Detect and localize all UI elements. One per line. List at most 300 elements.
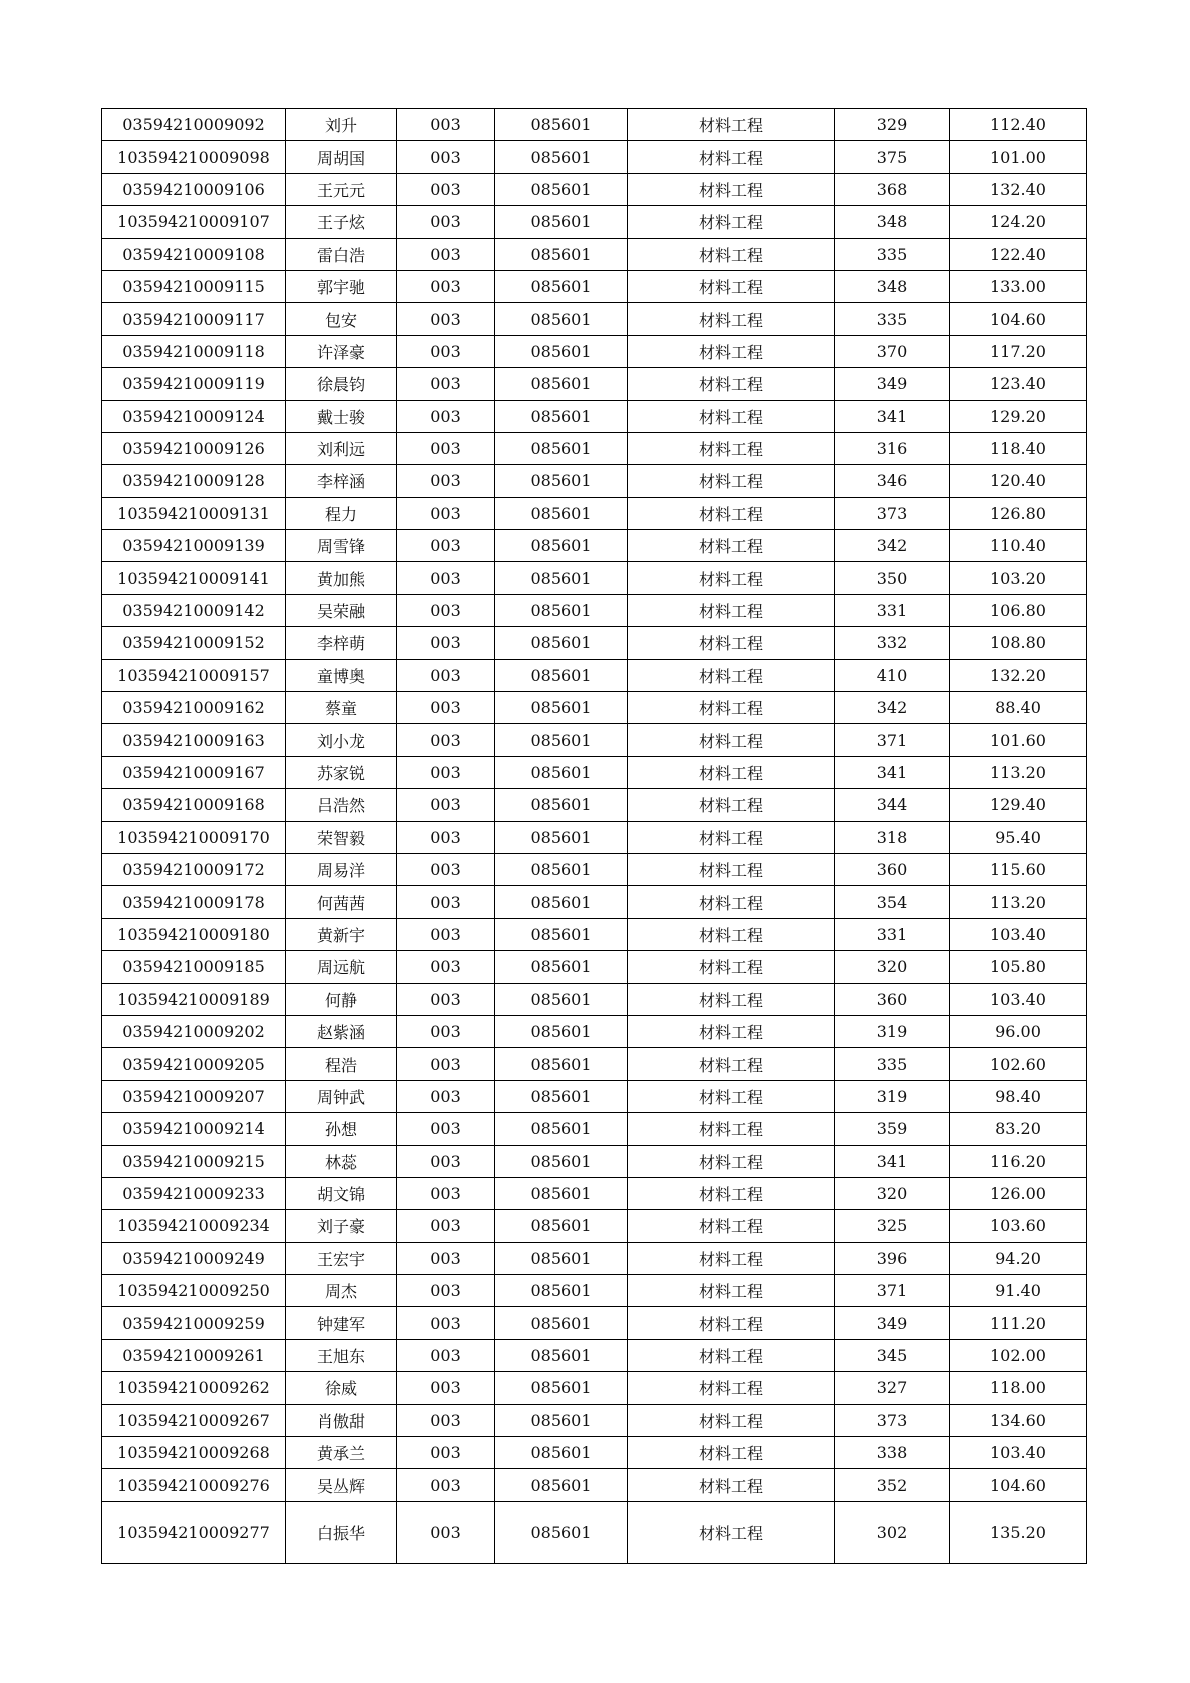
- second-score-cell: 103.20: [950, 562, 1087, 594]
- second-score-cell: 103.60: [950, 1210, 1087, 1242]
- major-name-cell: 材料工程: [628, 594, 835, 626]
- major-code-cell: 085601: [495, 432, 628, 464]
- unit-code-cell: 003: [397, 1469, 495, 1501]
- unit-code-cell: 003: [397, 692, 495, 724]
- table-row: [102, 983, 1087, 1015]
- candidate-name-cell: 吕浩然: [286, 789, 397, 821]
- major-name-cell: 材料工程: [628, 983, 835, 1015]
- candidate-id-cell: 103594210009107: [102, 206, 286, 238]
- second-score-cell: 112.40: [950, 109, 1087, 141]
- table-row: [102, 1469, 1087, 1501]
- candidate-name-cell: 周雪锋: [286, 530, 397, 562]
- second-score-cell: 110.40: [950, 530, 1087, 562]
- table-row: [102, 789, 1087, 821]
- second-score-cell: 88.40: [950, 692, 1087, 724]
- major-code-cell: 085601: [495, 983, 628, 1015]
- table-row: [102, 141, 1087, 173]
- candidate-name-cell: 孙想: [286, 1113, 397, 1145]
- candidate-id-cell: 103594210009189: [102, 983, 286, 1015]
- second-score-cell: 129.20: [950, 400, 1087, 432]
- unit-code-cell: 003: [397, 530, 495, 562]
- major-code-cell: 085601: [495, 1339, 628, 1371]
- initial-score-cell: 341: [835, 400, 950, 432]
- major-name-cell: 材料工程: [628, 1177, 835, 1209]
- candidate-id-cell: 03594210009233: [102, 1177, 286, 1209]
- candidate-id-cell: 03594210009185: [102, 951, 286, 983]
- major-name-cell: 材料工程: [628, 1113, 835, 1145]
- major-name-cell: 材料工程: [628, 368, 835, 400]
- major-code-cell: 085601: [495, 594, 628, 626]
- major-code-cell: 085601: [495, 1210, 628, 1242]
- unit-code-cell: 003: [397, 562, 495, 594]
- candidate-name-cell: 吴荣融: [286, 594, 397, 626]
- initial-score-cell: 346: [835, 465, 950, 497]
- initial-score-cell: 335: [835, 238, 950, 270]
- table-row: [102, 1113, 1087, 1145]
- candidate-id-cell: 03594210009215: [102, 1145, 286, 1177]
- major-name-cell: 材料工程: [628, 659, 835, 691]
- table-row: [102, 1177, 1087, 1209]
- major-code-cell: 085601: [495, 1048, 628, 1080]
- unit-code-cell: 003: [397, 1015, 495, 1047]
- initial-score-cell: 396: [835, 1242, 950, 1274]
- candidate-id-cell: 03594210009117: [102, 303, 286, 335]
- candidate-name-cell: 程力: [286, 497, 397, 529]
- table-row: [102, 1015, 1087, 1047]
- initial-score-cell: 371: [835, 724, 950, 756]
- unit-code-cell: 003: [397, 789, 495, 821]
- candidate-name-cell: 荣智毅: [286, 821, 397, 853]
- major-name-cell: 材料工程: [628, 206, 835, 238]
- candidate-name-cell: 王元元: [286, 173, 397, 205]
- candidate-name-cell: 白振华: [286, 1501, 397, 1563]
- candidate-id-cell: 103594210009098: [102, 141, 286, 173]
- candidate-id-cell: 03594210009214: [102, 1113, 286, 1145]
- major-code-cell: 085601: [495, 335, 628, 367]
- unit-code-cell: 003: [397, 465, 495, 497]
- candidate-id-cell: 03594210009249: [102, 1242, 286, 1274]
- major-code-cell: 085601: [495, 886, 628, 918]
- candidate-name-cell: 许泽豪: [286, 335, 397, 367]
- table-row: [102, 1145, 1087, 1177]
- major-name-cell: 材料工程: [628, 821, 835, 853]
- unit-code-cell: 003: [397, 173, 495, 205]
- table-row: [102, 400, 1087, 432]
- table-row: [102, 1307, 1087, 1339]
- unit-code-cell: 003: [397, 724, 495, 756]
- initial-score-cell: 360: [835, 983, 950, 1015]
- initial-score-cell: 341: [835, 1145, 950, 1177]
- second-score-cell: 115.60: [950, 853, 1087, 885]
- second-score-cell: 132.40: [950, 173, 1087, 205]
- second-score-cell: 98.40: [950, 1080, 1087, 1112]
- candidate-name-cell: 黄新宇: [286, 918, 397, 950]
- major-code-cell: 085601: [495, 562, 628, 594]
- second-score-cell: 96.00: [950, 1015, 1087, 1047]
- table-row: [102, 659, 1087, 691]
- initial-score-cell: 332: [835, 627, 950, 659]
- candidate-id-cell: 03594210009128: [102, 465, 286, 497]
- initial-score-cell: 329: [835, 109, 950, 141]
- second-score-cell: 116.20: [950, 1145, 1087, 1177]
- initial-score-cell: 318: [835, 821, 950, 853]
- major-code-cell: 085601: [495, 918, 628, 950]
- candidate-id-cell: 03594210009106: [102, 173, 286, 205]
- unit-code-cell: 003: [397, 1210, 495, 1242]
- table-row: [102, 270, 1087, 302]
- candidate-id-cell: 03594210009142: [102, 594, 286, 626]
- table-row: [102, 853, 1087, 885]
- major-code-cell: 085601: [495, 659, 628, 691]
- major-name-cell: 材料工程: [628, 400, 835, 432]
- table-row: [102, 951, 1087, 983]
- major-name-cell: 材料工程: [628, 756, 835, 788]
- second-score-cell: 118.00: [950, 1372, 1087, 1404]
- second-score-cell: 104.60: [950, 1469, 1087, 1501]
- initial-score-cell: 375: [835, 141, 950, 173]
- candidate-id-cell: 103594210009276: [102, 1469, 286, 1501]
- candidate-id-cell: 03594210009124: [102, 400, 286, 432]
- candidate-id-cell: 03594210009092: [102, 109, 286, 141]
- major-name-cell: 材料工程: [628, 1145, 835, 1177]
- candidate-name-cell: 刘小龙: [286, 724, 397, 756]
- second-score-cell: 108.80: [950, 627, 1087, 659]
- major-name-cell: 材料工程: [628, 1242, 835, 1274]
- major-name-cell: 材料工程: [628, 1339, 835, 1371]
- major-code-cell: 085601: [495, 1307, 628, 1339]
- table-row: [102, 1048, 1087, 1080]
- major-name-cell: 材料工程: [628, 692, 835, 724]
- candidate-name-cell: 刘利远: [286, 432, 397, 464]
- major-name-cell: 材料工程: [628, 951, 835, 983]
- table-row: [102, 1275, 1087, 1307]
- unit-code-cell: 003: [397, 1113, 495, 1145]
- unit-code-cell: 003: [397, 1242, 495, 1274]
- second-score-cell: 91.40: [950, 1275, 1087, 1307]
- major-name-cell: 材料工程: [628, 530, 835, 562]
- candidate-id-cell: 03594210009259: [102, 1307, 286, 1339]
- initial-score-cell: 320: [835, 951, 950, 983]
- candidate-id-cell: 03594210009126: [102, 432, 286, 464]
- unit-code-cell: 003: [397, 1501, 495, 1563]
- major-code-cell: 085601: [495, 1372, 628, 1404]
- initial-score-cell: 335: [835, 1048, 950, 1080]
- candidate-name-cell: 何茜茜: [286, 886, 397, 918]
- major-code-cell: 085601: [495, 1145, 628, 1177]
- initial-score-cell: 359: [835, 1113, 950, 1145]
- table-row: [102, 206, 1087, 238]
- unit-code-cell: 003: [397, 659, 495, 691]
- candidate-name-cell: 戴士骏: [286, 400, 397, 432]
- candidate-id-cell: 103594210009250: [102, 1275, 286, 1307]
- unit-code-cell: 003: [397, 206, 495, 238]
- unit-code-cell: 003: [397, 497, 495, 529]
- unit-code-cell: 003: [397, 109, 495, 141]
- major-code-cell: 085601: [495, 303, 628, 335]
- initial-score-cell: 331: [835, 918, 950, 950]
- unit-code-cell: 003: [397, 1177, 495, 1209]
- second-score-cell: 103.40: [950, 1437, 1087, 1469]
- major-name-cell: 材料工程: [628, 853, 835, 885]
- candidate-id-cell: 03594210009115: [102, 270, 286, 302]
- initial-score-cell: 348: [835, 270, 950, 302]
- unit-code-cell: 003: [397, 951, 495, 983]
- second-score-cell: 118.40: [950, 432, 1087, 464]
- major-code-cell: 085601: [495, 141, 628, 173]
- major-name-cell: 材料工程: [628, 627, 835, 659]
- major-name-cell: 材料工程: [628, 918, 835, 950]
- major-code-cell: 085601: [495, 821, 628, 853]
- unit-code-cell: 003: [397, 853, 495, 885]
- major-code-cell: 085601: [495, 1177, 628, 1209]
- unit-code-cell: 003: [397, 1372, 495, 1404]
- second-score-cell: 132.20: [950, 659, 1087, 691]
- score-table-body: [102, 109, 1087, 1564]
- unit-code-cell: 003: [397, 594, 495, 626]
- table-row: [102, 368, 1087, 400]
- table-row: [102, 821, 1087, 853]
- major-code-cell: 085601: [495, 1404, 628, 1436]
- candidate-name-cell: 林蕊: [286, 1145, 397, 1177]
- table-row: [102, 918, 1087, 950]
- candidate-id-cell: 03594210009207: [102, 1080, 286, 1112]
- major-code-cell: 085601: [495, 270, 628, 302]
- major-code-cell: 085601: [495, 530, 628, 562]
- initial-score-cell: 373: [835, 1404, 950, 1436]
- candidate-id-cell: 03594210009119: [102, 368, 286, 400]
- second-score-cell: 113.20: [950, 756, 1087, 788]
- candidate-id-cell: 03594210009261: [102, 1339, 286, 1371]
- candidate-id-cell: 03594210009202: [102, 1015, 286, 1047]
- candidate-name-cell: 王宏宇: [286, 1242, 397, 1274]
- major-name-cell: 材料工程: [628, 789, 835, 821]
- major-name-cell: 材料工程: [628, 1210, 835, 1242]
- candidate-id-cell: 03594210009172: [102, 853, 286, 885]
- initial-score-cell: 410: [835, 659, 950, 691]
- initial-score-cell: 354: [835, 886, 950, 918]
- major-code-cell: 085601: [495, 1080, 628, 1112]
- major-name-cell: 材料工程: [628, 1080, 835, 1112]
- candidate-name-cell: 李梓涵: [286, 465, 397, 497]
- major-code-cell: 085601: [495, 1437, 628, 1469]
- initial-score-cell: 349: [835, 368, 950, 400]
- initial-score-cell: 350: [835, 562, 950, 594]
- unit-code-cell: 003: [397, 141, 495, 173]
- major-name-cell: 材料工程: [628, 465, 835, 497]
- second-score-cell: 120.40: [950, 465, 1087, 497]
- candidate-name-cell: 周杰: [286, 1275, 397, 1307]
- table-row: [102, 756, 1087, 788]
- candidate-name-cell: 胡文锦: [286, 1177, 397, 1209]
- table-row: [102, 335, 1087, 367]
- candidate-id-cell: 03594210009178: [102, 886, 286, 918]
- candidate-name-cell: 黄加熊: [286, 562, 397, 594]
- candidate-name-cell: 周钟武: [286, 1080, 397, 1112]
- initial-score-cell: 341: [835, 756, 950, 788]
- initial-score-cell: 342: [835, 530, 950, 562]
- second-score-cell: 104.60: [950, 303, 1087, 335]
- candidate-name-cell: 雷白浩: [286, 238, 397, 270]
- second-score-cell: 105.80: [950, 951, 1087, 983]
- major-code-cell: 085601: [495, 756, 628, 788]
- table-row: [102, 1210, 1087, 1242]
- candidate-id-cell: 103594210009141: [102, 562, 286, 594]
- candidate-name-cell: 赵紫涵: [286, 1015, 397, 1047]
- unit-code-cell: 003: [397, 368, 495, 400]
- initial-score-cell: 331: [835, 594, 950, 626]
- major-name-cell: 材料工程: [628, 303, 835, 335]
- second-score-cell: 101.00: [950, 141, 1087, 173]
- table-row: [102, 627, 1087, 659]
- major-name-cell: 材料工程: [628, 1404, 835, 1436]
- candidate-id-cell: 103594210009170: [102, 821, 286, 853]
- candidate-id-cell: 103594210009234: [102, 1210, 286, 1242]
- initial-score-cell: 360: [835, 853, 950, 885]
- candidate-id-cell: 103594210009262: [102, 1372, 286, 1404]
- candidate-id-cell: 103594210009267: [102, 1404, 286, 1436]
- unit-code-cell: 003: [397, 1339, 495, 1371]
- candidate-name-cell: 徐晨钧: [286, 368, 397, 400]
- table-row: [102, 886, 1087, 918]
- unit-code-cell: 003: [397, 303, 495, 335]
- major-name-cell: 材料工程: [628, 1015, 835, 1047]
- candidate-name-cell: 包安: [286, 303, 397, 335]
- major-code-cell: 085601: [495, 627, 628, 659]
- initial-score-cell: 368: [835, 173, 950, 205]
- major-name-cell: 材料工程: [628, 886, 835, 918]
- table-row: [102, 465, 1087, 497]
- initial-score-cell: 327: [835, 1372, 950, 1404]
- candidate-name-cell: 王旭东: [286, 1339, 397, 1371]
- major-name-cell: 材料工程: [628, 1307, 835, 1339]
- candidate-name-cell: 李梓萌: [286, 627, 397, 659]
- initial-score-cell: 338: [835, 1437, 950, 1469]
- initial-score-cell: 316: [835, 432, 950, 464]
- major-name-cell: 材料工程: [628, 1372, 835, 1404]
- candidate-name-cell: 童博奥: [286, 659, 397, 691]
- major-name-cell: 材料工程: [628, 562, 835, 594]
- candidate-name-cell: 刘子豪: [286, 1210, 397, 1242]
- second-score-cell: 133.00: [950, 270, 1087, 302]
- table-row: [102, 692, 1087, 724]
- candidate-id-cell: 103594210009180: [102, 918, 286, 950]
- second-score-cell: 101.60: [950, 724, 1087, 756]
- initial-score-cell: 302: [835, 1501, 950, 1563]
- major-code-cell: 085601: [495, 238, 628, 270]
- candidate-name-cell: 郭宇驰: [286, 270, 397, 302]
- unit-code-cell: 003: [397, 918, 495, 950]
- second-score-cell: 113.20: [950, 886, 1087, 918]
- major-name-cell: 材料工程: [628, 1275, 835, 1307]
- candidate-name-cell: 周远航: [286, 951, 397, 983]
- candidate-id-cell: 03594210009108: [102, 238, 286, 270]
- candidate-name-cell: 何静: [286, 983, 397, 1015]
- second-score-cell: 95.40: [950, 821, 1087, 853]
- second-score-cell: 83.20: [950, 1113, 1087, 1145]
- candidate-id-cell: 03594210009168: [102, 789, 286, 821]
- table-row: [102, 562, 1087, 594]
- table-row: [102, 1339, 1087, 1371]
- major-name-cell: 材料工程: [628, 173, 835, 205]
- major-code-cell: 085601: [495, 724, 628, 756]
- major-code-cell: 085601: [495, 1275, 628, 1307]
- major-name-cell: 材料工程: [628, 109, 835, 141]
- table-row: [102, 173, 1087, 205]
- major-name-cell: 材料工程: [628, 270, 835, 302]
- table-row: [102, 1080, 1087, 1112]
- unit-code-cell: 003: [397, 1307, 495, 1339]
- major-name-cell: 材料工程: [628, 432, 835, 464]
- major-code-cell: 085601: [495, 173, 628, 205]
- second-score-cell: 103.40: [950, 983, 1087, 1015]
- unit-code-cell: 003: [397, 821, 495, 853]
- second-score-cell: 124.20: [950, 206, 1087, 238]
- second-score-cell: 122.40: [950, 238, 1087, 270]
- major-name-cell: 材料工程: [628, 141, 835, 173]
- table-row: [102, 303, 1087, 335]
- score-table: [101, 108, 1087, 1564]
- unit-code-cell: 003: [397, 238, 495, 270]
- major-code-cell: 085601: [495, 465, 628, 497]
- second-score-cell: 134.60: [950, 1404, 1087, 1436]
- major-code-cell: 085601: [495, 692, 628, 724]
- table-row: [102, 109, 1087, 141]
- candidate-id-cell: 03594210009139: [102, 530, 286, 562]
- unit-code-cell: 003: [397, 1404, 495, 1436]
- unit-code-cell: 003: [397, 756, 495, 788]
- major-name-cell: 材料工程: [628, 335, 835, 367]
- initial-score-cell: 335: [835, 303, 950, 335]
- initial-score-cell: 325: [835, 1210, 950, 1242]
- table-row: [102, 1242, 1087, 1274]
- candidate-name-cell: 程浩: [286, 1048, 397, 1080]
- candidate-id-cell: 103594210009157: [102, 659, 286, 691]
- candidate-name-cell: 蔡童: [286, 692, 397, 724]
- table-row: [102, 497, 1087, 529]
- initial-score-cell: 345: [835, 1339, 950, 1371]
- initial-score-cell: 319: [835, 1015, 950, 1047]
- candidate-name-cell: 黄承兰: [286, 1437, 397, 1469]
- major-name-cell: 材料工程: [628, 1048, 835, 1080]
- major-code-cell: 085601: [495, 951, 628, 983]
- major-code-cell: 085601: [495, 853, 628, 885]
- major-code-cell: 085601: [495, 1113, 628, 1145]
- unit-code-cell: 003: [397, 432, 495, 464]
- unit-code-cell: 003: [397, 1275, 495, 1307]
- second-score-cell: 111.20: [950, 1307, 1087, 1339]
- major-code-cell: 085601: [495, 789, 628, 821]
- second-score-cell: 106.80: [950, 594, 1087, 626]
- unit-code-cell: 003: [397, 886, 495, 918]
- major-name-cell: 材料工程: [628, 238, 835, 270]
- initial-score-cell: 319: [835, 1080, 950, 1112]
- unit-code-cell: 003: [397, 1437, 495, 1469]
- major-name-cell: 材料工程: [628, 1501, 835, 1563]
- initial-score-cell: 370: [835, 335, 950, 367]
- candidate-name-cell: 吴丛辉: [286, 1469, 397, 1501]
- unit-code-cell: 003: [397, 400, 495, 432]
- second-score-cell: 126.80: [950, 497, 1087, 529]
- table-row: [102, 594, 1087, 626]
- table-row: [102, 1437, 1087, 1469]
- candidate-id-cell: 103594210009131: [102, 497, 286, 529]
- initial-score-cell: 344: [835, 789, 950, 821]
- candidate-id-cell: 03594210009162: [102, 692, 286, 724]
- major-code-cell: 085601: [495, 497, 628, 529]
- candidate-id-cell: 103594210009277: [102, 1501, 286, 1563]
- major-name-cell: 材料工程: [628, 724, 835, 756]
- candidate-name-cell: 苏家锐: [286, 756, 397, 788]
